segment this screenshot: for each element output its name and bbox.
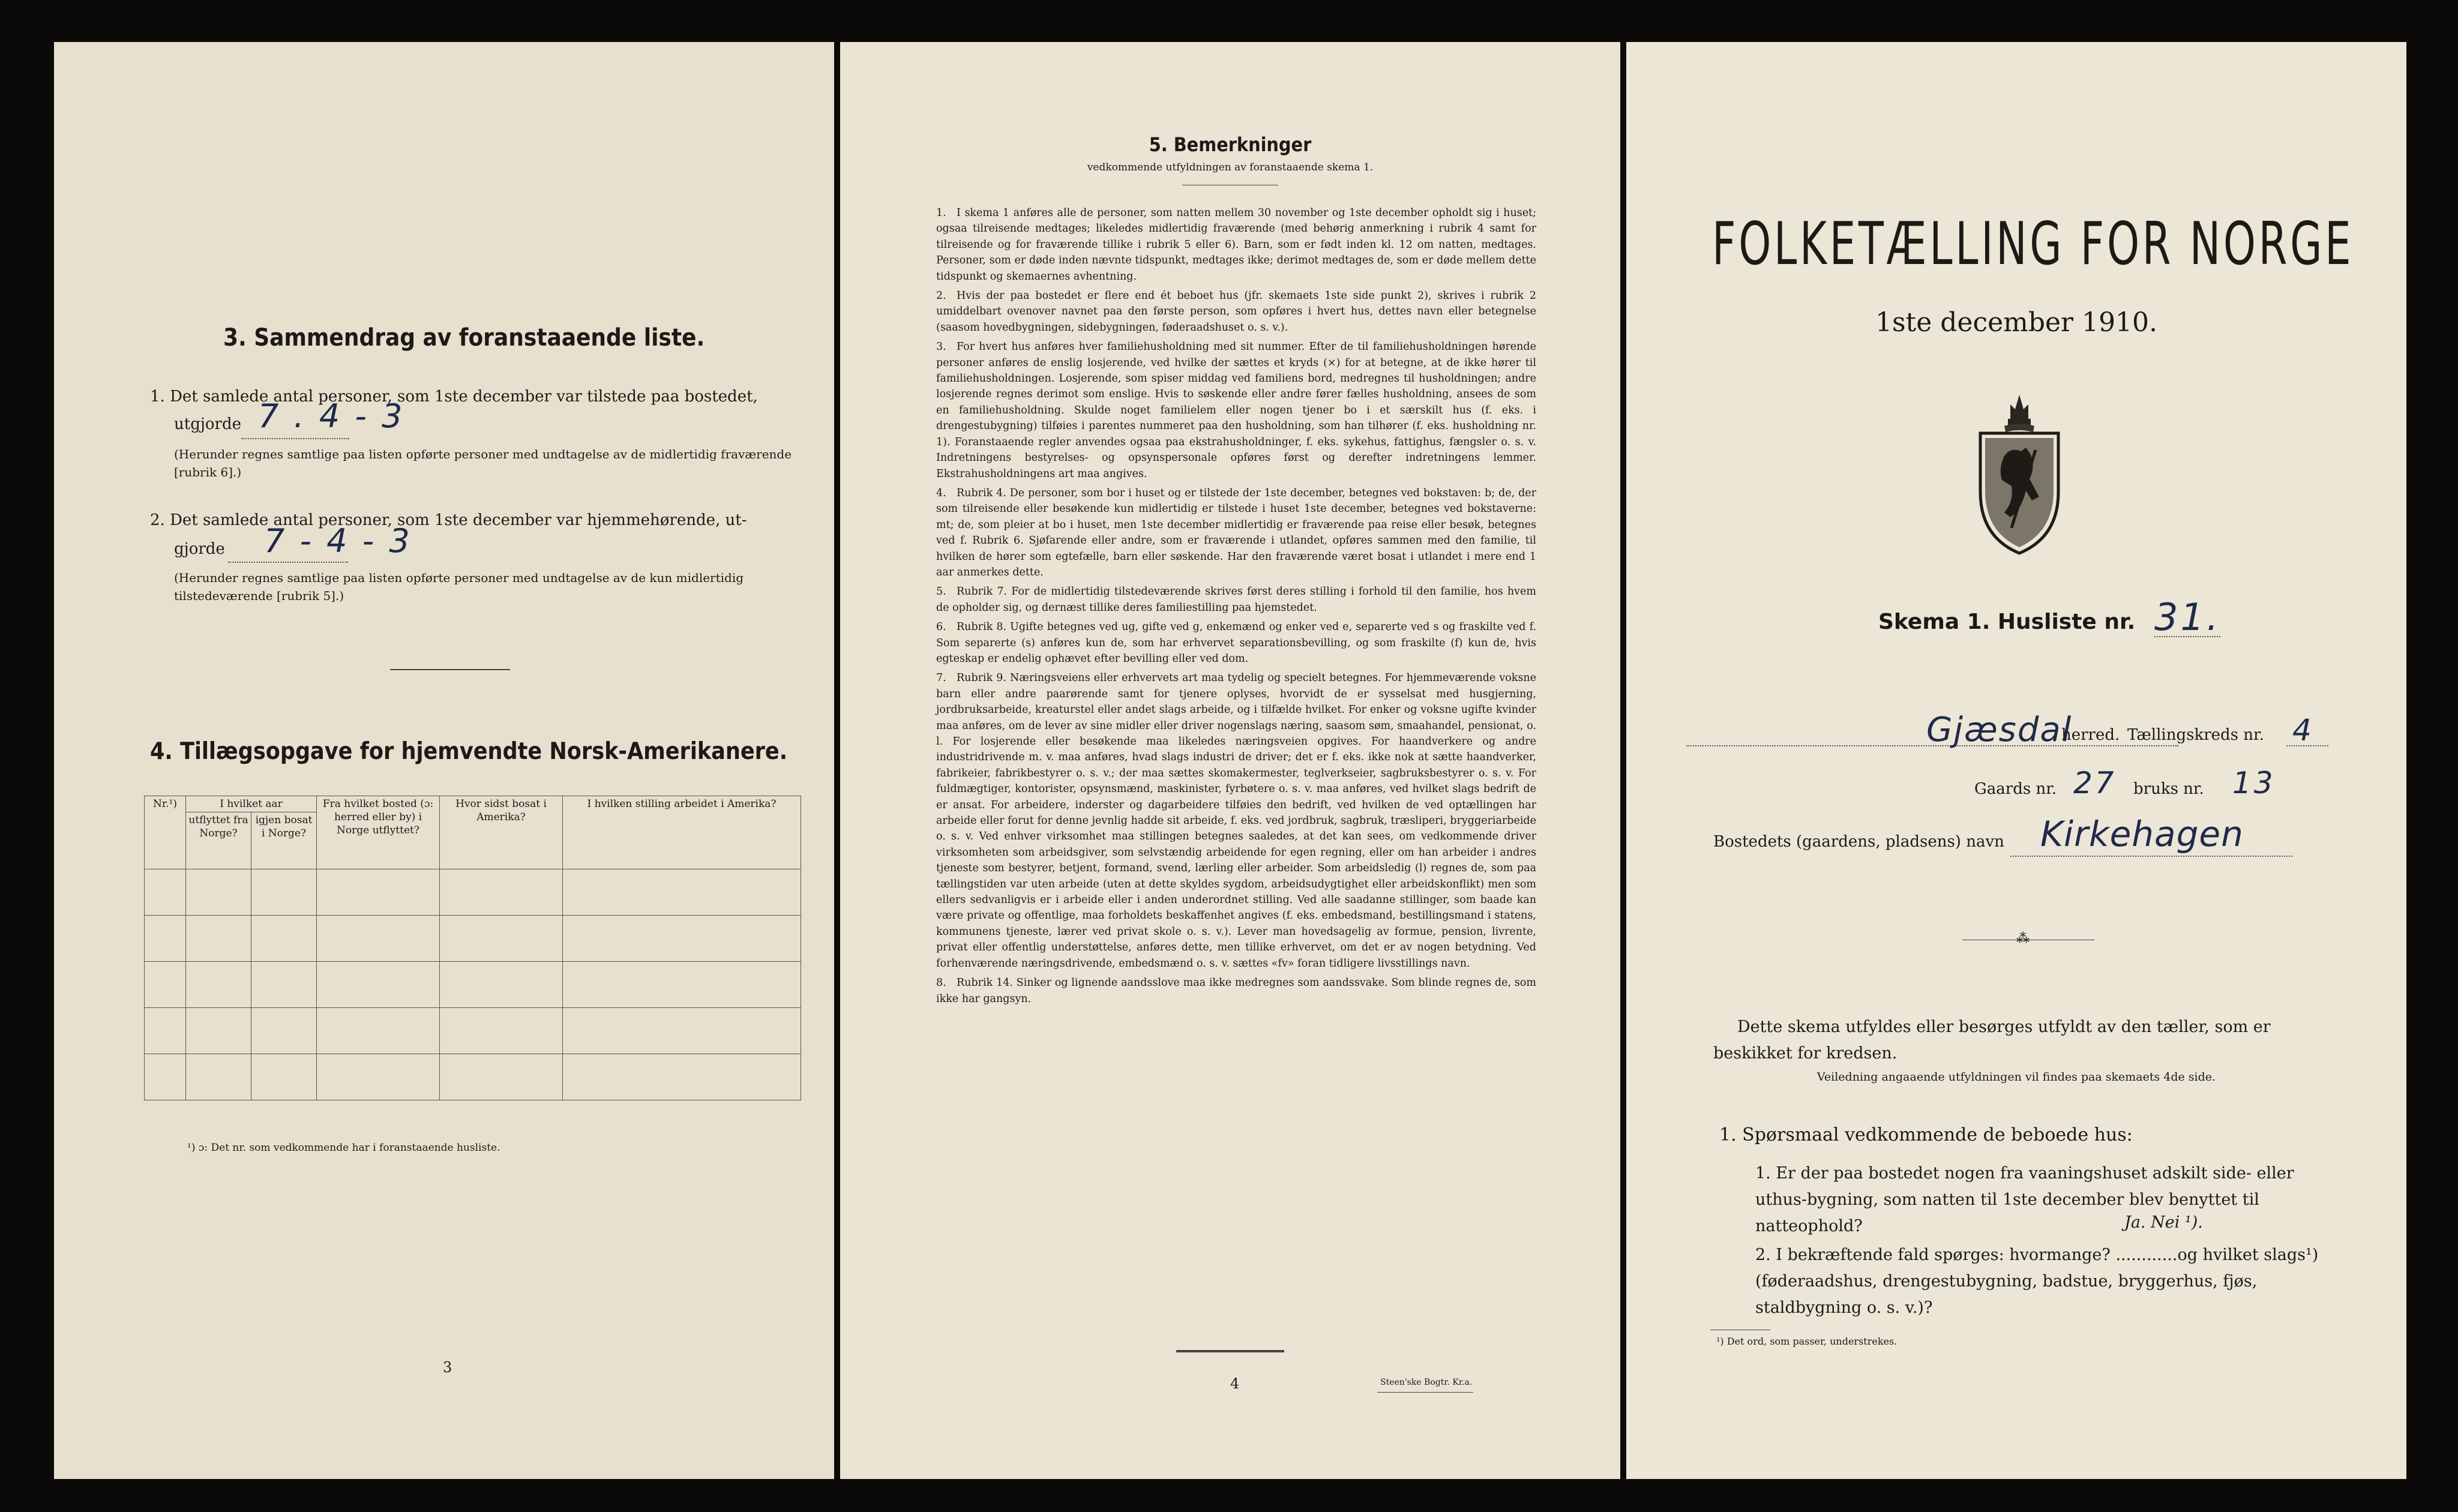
herred-label: herred.	[2061, 726, 2120, 744]
left-page	[54, 42, 834, 1479]
remarks-subtitle: vedkommende utfyldningen av foranstaaende skema 1.	[1087, 161, 1374, 173]
table-row	[145, 1054, 801, 1100]
divider	[390, 669, 510, 670]
herred-value: Gjæsdal	[1926, 710, 2073, 749]
remark-item: 8. Rubrik 14. Sinker og lignende aandsslove maa ikke medregnes som aandssvake. Som blinde regnes de, som ikke har gangsyn.	[936, 977, 1536, 1005]
right-page	[1626, 42, 2406, 1479]
item2-text: 2. Det samlede antal personer, som 1ste december var hjemmehørende, ut-	[150, 511, 747, 529]
question-section-title: 1. Spørsmaal vedkommende de beboede hus:	[1719, 1124, 2133, 1145]
col-nr: Nr.¹)	[145, 796, 186, 869]
divider	[1377, 1392, 1473, 1393]
gaards-label: Gaards nr.	[1974, 780, 2057, 798]
bosted-label: Bostedets (gaardens, pladsens) navn	[1713, 833, 2004, 851]
footnote: ¹) Det ord, som passer, understrekes.	[1716, 1336, 1898, 1347]
question-1: 1. Er der paa bostedet nogen fra vaaningshuset adskilt side- eller uthus-bygning, som natten til 1ste december blev benyttet til natteophold?	[1755, 1164, 2294, 1235]
item1-dotted-line	[241, 438, 349, 439]
husliste-number: 31.	[2154, 595, 2221, 639]
printer-mark: Steen'ske Bogtr. Kr.a.	[1380, 1378, 1473, 1387]
page-number: 4	[1230, 1375, 1240, 1392]
table-row	[145, 916, 801, 962]
item2-handwritten-value: 7 - 4 - 3	[264, 522, 412, 560]
question-1-answer: Ja. Nei ¹).	[2124, 1213, 2203, 1232]
col-returned: igjen bosat i Norge?	[251, 812, 317, 869]
remark-item: 5. Rubrik 7. For de midlertidig tilstedeværende skrives først deres stilling i forhold til den familie, hos hvem de opholder sig, og dernæst tillike deres familiestilling paa hjemstedet.	[936, 586, 1536, 614]
item1-lead: utgjorde	[174, 415, 242, 433]
bosted-dotted-line	[2010, 856, 2292, 857]
remark-item: 1. I skema 1 anføres alle de personer, som natten mellem 30 november og 1ste december opholdt sig i huset; ogsaa tilreisende medtages; likeledes midlertidig fraværende (med behørig anmerkning i rubrik 4 samt for tilreisende og for fraværende tillike i rubrik 5 eller 6). Barn, som er født inden kl. 12 om natten, medtages. Personer, som er døde inden nævnte tidspunkt, medtages ikke; derimot medtages de, som er døde mellem dette tidspunkt og skemaernes avhentning.	[936, 207, 1536, 283]
remarks-list	[936, 205, 1536, 1010]
kreds-dotted-line	[2286, 745, 2328, 746]
table-row	[145, 869, 801, 916]
item2-lead: gjorde	[174, 540, 225, 558]
kreds-label: Tællingskreds nr.	[2127, 726, 2264, 744]
col-last-residence: Hvor sidst bosat i Amerika?	[440, 796, 563, 869]
remark-item: 7. Rubrik 9. Næringsveiens eller erhvervets art maa tydelig og specielt betegnes. For hjemmeværende voksne barn eller andre paarørende samt for tjenere oplyses, hvorvidt de er sysselsat med husgjerning, jordbruksarbeide, kreaturstel eller andet slags arbeide, og i tilfælde hvilket. For enker og voksne ugifte kvinder maa anføres, om de lever av sine midler eller driver nogenslags næring, saasom søm, smaahandel, pensionat, o. l. For losjerende eller besøkende maa likeledes næringsveien opgives. For haandverkere og andre industridrivende m. v. maa anføres, hvad slags industri de driver; det er f. eks. ikke nok at sætte haandverker, fabrikeier, fabrikbestyrer o. s. v.; der maa sættes skomakermester, teglverkseier, sagbruksbestyrer o. s. v. For fuldmægtiger, kontorister, opsynsmænd, maskinister, fyrbøtere o. s. v. maa anføres, ved hvilket slags bedrift de er ansat. For arbeidere, inderster og dagarbeidere tilføies den bedrift, ved hvilken de ved optællingen har arbeide eller forut for denne jevnlig hadde sit arbeide, f. eks. ved jordbruk, sagbruk, træsliperi, bryggeriarbeide o. s. v. Ved enhver virksomhet maa stillingen betegnes saaledes, at det kan sees, om vedkommende driver virksomheten som arbeidsgiver, som selvstændig arbeidende for egen regning, eller om han arbeider i andres tjeneste som bestyrer, betjent, formand, svend, lærling eller arbeider. Som arbeidsledig (l) regnes de, som paa tællingstiden var uten arbeide (uten at dette skyldes sygdom, arbeidsudygtighet eller arbeidskonflikt) men som ellers sedvanligvis er i arbeide eller i anden underordnet stilling. Ved alle saadanne stillinger, som baade kan være private og offentlige, maa forholdets beskaffenhet angives (f. eks. embedsmand, bestillingsmand i statens, kommunens tjeneste, lærer ved privat skole o. s. v.). Lever man hovedsagelig av formue, pension, livrente, privat eller offentlig understøttelse, anføres dette, men tillike erhvervet, om det er av nogen betydning. Ved forhenværende næringsdrivende, embedsmænd o. s. v. sættes «fv» foran tidligere livsstillings navn.	[936, 672, 1536, 970]
remarks-title: 5. Bemerkninger	[1149, 133, 1312, 156]
ornament-icon: ⁂	[2016, 931, 2030, 946]
divider	[1176, 1350, 1284, 1352]
norway-coat-of-arms-icon	[1968, 390, 2070, 558]
guidance-text: Veiledning angaaende utfyldningen vil findes paa skemaets 4de side.	[1816, 1070, 2216, 1084]
page-number: 3	[443, 1359, 452, 1376]
remark-item: 3. For hvert hus anføres hver familiehusholdning med sit nummer. Efter de til familiehusholdningen hørende personer anføres de enslig losjerende, ved hvilke der sættes et kryds (×) for at betegne, at de ikke hører til familiehusholdningen. Losjerende, som spiser middag ved familiens bord, medregnes til husholdningen; andre losjerende regnes derimot som enslige. Hvis to søskende eller andre fører fælles husholdning, ansees de som en familiehusholdning. Skulde noget familielem eller nogen tjener bo i et særskilt hus (f. eks. i drengestubygning) tilføies i parentes nummeret paa den husholdning, som han tilhører (f. eks. husholdning nr. 1). Foranstaaende regler anvendes ogsaa paa ekstrahusholdninger, f. eks. sykehus, fattighus, fængsler o. s. v. Indretningens bestyrelses- og opsynspersonale opføres først og derefter indretningens lemmer. Ekstrahusholdningens art maa angives.	[936, 341, 1536, 480]
form-title: FOLKETÆLLING FOR NORGE	[1712, 210, 2354, 278]
form-date: 1ste december 1910.	[1875, 307, 2158, 338]
table-footnote: ¹) ɔ: Det nr. som vedkommende har i foranstaaende husliste.	[187, 1142, 500, 1154]
section4-title: 4. Tillægsopgave for hjemvendte Norsk-Amerikanere.	[150, 738, 788, 765]
kreds-value: 4	[2292, 713, 2314, 748]
item2-dotted-line	[228, 562, 348, 563]
item1-handwritten-value: 7 . 4 - 3	[258, 397, 405, 435]
middle-page	[840, 42, 1620, 1479]
norsk-amerikanere-table	[144, 796, 801, 1100]
question-2: 2. I bekræftende fald spørges: hvormange? ............og hvilket slags¹) (føderaadshus, drengestubygning, badstue, bryggerhus, fjøs, staldbygning o. s. v.)?	[1755, 1246, 2319, 1317]
bruks-value: 13	[2232, 766, 2276, 800]
col-group-year: I hvilket aar	[186, 796, 317, 812]
gaards-value: 27	[2073, 766, 2117, 800]
table-row	[145, 962, 801, 1008]
bruks-label: bruks nr.	[2133, 780, 2204, 798]
col-from-where: Fra hvilket bosted (ɔ: herred eller by) i Norge utflyttet?	[317, 796, 440, 869]
item1-text: 1. Det samlede antal personer, som 1ste december var tilstede paa bostedet,	[150, 388, 758, 406]
table-row	[145, 1008, 801, 1054]
remark-item: 6. Rubrik 8. Ugifte betegnes ved ug, gifte ved g, enkemænd og enker ved e, separerte ved s og fraskilte ved f. Som separerte (s) anføres kun de, som har erhvervet separationsbevilling, og som fraskilte (f) kun de, hvis egteskap er endelig ophævet efter bevilling eller ved dom.	[936, 621, 1536, 665]
husliste-dotted-line	[2154, 636, 2220, 637]
section3-title: 3. Sammendrag av foranstaaende liste.	[223, 324, 705, 352]
col-emigrated: utflyttet fra Norge?	[186, 812, 251, 869]
skema-label: Skema 1. Husliste nr.	[1878, 610, 2136, 634]
col-position: I hvilken stilling arbeidet i Amerika?	[563, 796, 801, 869]
remark-item: 4. Rubrik 4. De personer, som bor i huset og er tilstede der 1ste december, betegnes ved bokstaven: b; de, der som tilreisende eller besøkende kun midlertidig er tilstede i huset 1ste december, betegnes ved bokstaverne: mt; de, som pleier at bo i huset, men 1ste december midlertidig er fraværende paa reise eller besøk, betegnes ved f. Rubrik 6. Sjøfarende eller andre, som er fraværende i utlandet, opføres sammen med den familie, til hvilken de hører som egtefælle, barn eller søskende. Har den fraværende været bosat i utlandet i mere end 1 aar anmerkes dette.	[936, 487, 1536, 578]
instruction-text: Dette skema utfyldes eller besørges utfyldt av den tæller, som er beskikket for kredsen.	[1713, 1018, 2271, 1063]
bosted-value: Kirkehagen	[2040, 814, 2244, 854]
item1-note: (Herunder regnes samtlige paa listen opførte personer med undtagelse av de midlertidig fraværende [rubrik 6].)	[174, 447, 792, 479]
remark-item: 2. Hvis der paa bostedet er flere end ét beboet hus (jfr. skemaets 1ste side punkt 2), skrives i rubrik 2 umiddelbart ovenover navnet paa den første person, som opføres i hvert hus, dettes navn eller betegnelse (saasom hovedbygningen, sidebygningen, føderaadshuset o. s. v.).	[936, 290, 1536, 334]
item2-note: (Herunder regnes samtlige paa listen opførte personer med undtagelse av de kun midlertidig tilstedeværende [rubrik 5].)	[174, 571, 744, 603]
